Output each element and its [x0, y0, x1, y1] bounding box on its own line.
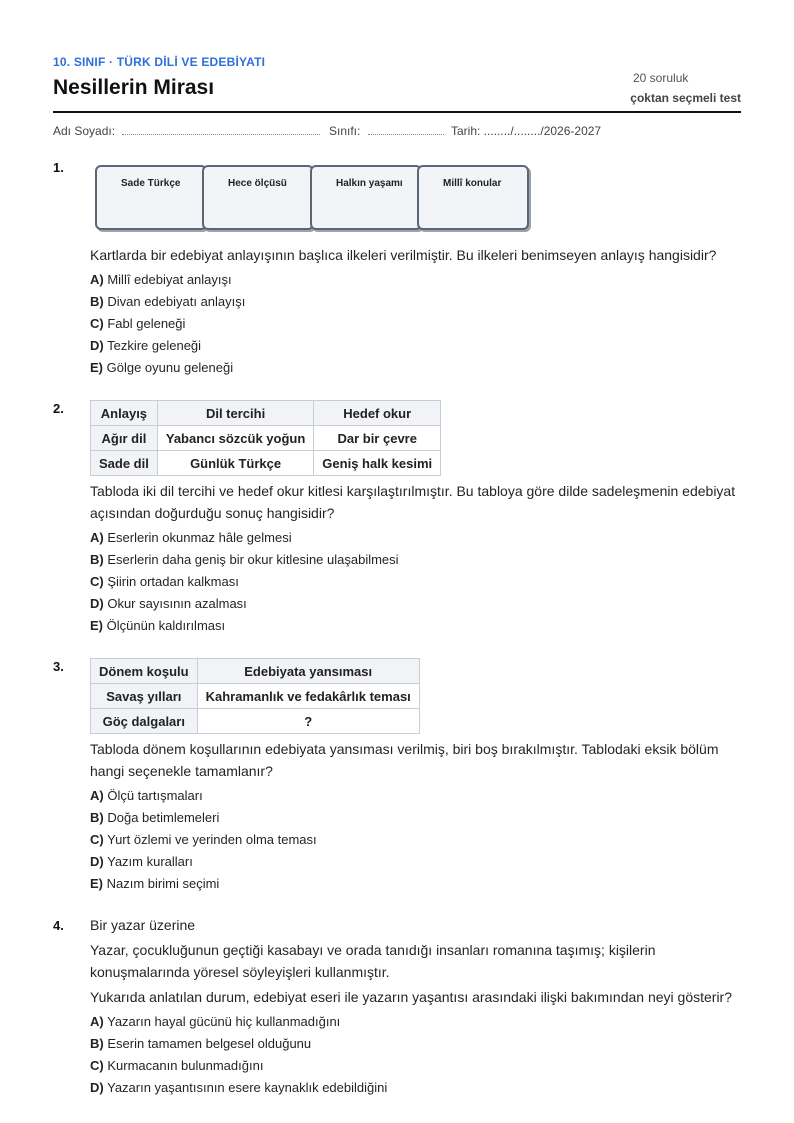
- table-cell: Geniş halk kesimi: [314, 451, 441, 476]
- comparison-table: [90, 400, 441, 476]
- option-a[interactable]: A) Eserlerin okunmaz hâle gelmesi: [90, 530, 292, 545]
- options-list: [90, 785, 750, 895]
- card-label: Hece ölçüsü: [228, 178, 287, 189]
- table-cell: Ağır dil: [91, 426, 158, 451]
- period-table: [90, 658, 420, 734]
- question-number: 4.: [53, 918, 64, 933]
- question-2: [90, 400, 750, 637]
- date-field[interactable]: [451, 124, 601, 138]
- card-label: Halkın yaşamı: [336, 178, 403, 189]
- question-intro: Bir yazar üzerine: [90, 917, 196, 933]
- option-c[interactable]: C) Kurmacanın bulunmadığını: [90, 1058, 264, 1073]
- date-value: ......../......../2026-2027: [483, 124, 602, 138]
- question-number: 3.: [53, 659, 64, 674]
- option-b[interactable]: B) Eserin tamamen belgesel olduğunu: [90, 1036, 312, 1051]
- subject-label: 10. SINIF · TÜRK DİLİ VE EDEBİYATI: [53, 55, 266, 69]
- table-row: [91, 709, 420, 734]
- options-list: [90, 527, 750, 637]
- question-stem: Kartlarda bir edebiyat anlayışının başlıca ilkeleri verilmiştir. Bu ilkeleri benimseyen anlayış hangisidir?: [90, 247, 717, 263]
- table-cell: Sade dil: [91, 451, 158, 476]
- option-a[interactable]: A) Yazarın hayal gücünü hiç kullanmadığını: [90, 1014, 341, 1029]
- table-header-cell: Hedef okur: [314, 401, 441, 426]
- options-list: [90, 269, 750, 379]
- card: [202, 165, 314, 230]
- option-d[interactable]: D) Yazarın yaşantısının esere kaynaklık edebildiğini: [90, 1080, 388, 1095]
- option-b[interactable]: B) Eserlerin daha geniş bir okur kitlesine ulaşabilmesi: [90, 552, 399, 567]
- test-type: çoktan seçmeli test: [630, 91, 741, 105]
- card: [417, 165, 529, 230]
- options-list: [90, 1011, 750, 1099]
- question-4: [90, 914, 750, 1099]
- table-cell: Yabancı sözcük yoğun: [157, 426, 313, 451]
- table-row: [91, 684, 420, 709]
- option-d[interactable]: D) Yazım kuralları: [90, 854, 193, 869]
- table-cell: Göç dalgaları: [91, 709, 198, 734]
- table-cell: Savaş yılları: [91, 684, 198, 709]
- question-number: 2.: [53, 401, 64, 416]
- name-label: Adı Soyadı:: [53, 124, 116, 138]
- table-header-row: [91, 659, 420, 684]
- option-c[interactable]: C) Yurt özlemi ve yerinden olma teması: [90, 832, 317, 847]
- option-e[interactable]: E) Ölçünün kaldırılması: [90, 618, 226, 633]
- table-cell: Dar bir çevre: [314, 426, 441, 451]
- option-a[interactable]: A) Ölçü tartışmaları: [90, 788, 203, 803]
- option-d[interactable]: D) Okur sayısının azalması: [90, 596, 247, 611]
- question-number: 1.: [53, 160, 64, 175]
- card: [95, 165, 207, 230]
- page-title: Nesillerin Mirası: [53, 76, 215, 99]
- question-count: 20 soruluk: [633, 71, 689, 85]
- table-row: [91, 451, 441, 476]
- table-cell: Kahramanlık ve fedakârlık teması: [197, 684, 419, 709]
- option-b[interactable]: B) Divan edebiyatı anlayışı: [90, 294, 246, 309]
- table-header-cell: Dönem koşulu: [91, 659, 198, 684]
- question-stem: Tabloda dönem koşullarının edebiyata yansıması verilmiş, biri boş bırakılmıştır. Tablodaki eksik bölüm hangi seçenekle tamamlanır?: [90, 741, 719, 779]
- card: [310, 165, 422, 230]
- class-blank[interactable]: [368, 125, 444, 135]
- option-a[interactable]: A) Millî edebiyat anlayışı: [90, 272, 232, 287]
- question-stem: Tabloda iki dil tercihi ve hedef okur kitlesi karşılaştırılmıştır. Bu tabloya göre dilde sadeleşmenin edebiyat açısından doğurduğu sonuç hangisidir?: [90, 483, 736, 521]
- table-header-cell: Edebiyata yansıması: [197, 659, 419, 684]
- class-field[interactable]: [329, 124, 444, 138]
- table-cell: Günlük Türkçe: [157, 451, 313, 476]
- card-label: Millî konular: [443, 178, 502, 189]
- name-field[interactable]: [53, 124, 320, 138]
- option-c[interactable]: C) Fabl geleneği: [90, 316, 186, 331]
- option-d[interactable]: D) Tezkire geleneği: [90, 338, 202, 353]
- question-1: [90, 165, 750, 379]
- header-rule: [53, 111, 741, 113]
- table-row: [91, 426, 441, 451]
- table-header-cell: Anlayış: [91, 401, 158, 426]
- card-label: Sade Türkçe: [121, 178, 181, 189]
- table-header-cell: Dil tercihi: [157, 401, 313, 426]
- date-label: Tarih:: [451, 124, 481, 138]
- option-b[interactable]: B) Doğa betimlemeleri: [90, 810, 220, 825]
- table-header-row: [91, 401, 441, 426]
- question-stem: Yukarıda anlatılan durum, edebiyat eseri ile yazarın yaşantısı arasındaki ilişki bakımından neyi gösterir?: [90, 989, 733, 1005]
- principle-cards: [90, 165, 530, 233]
- table-cell: ?: [197, 709, 419, 734]
- option-c[interactable]: C) Şiirin ortadan kalkması: [90, 574, 239, 589]
- class-label: Sınıfı:: [329, 124, 361, 138]
- name-blank[interactable]: [122, 125, 320, 135]
- test-meta: [601, 71, 741, 105]
- question-3: [90, 658, 750, 895]
- option-e[interactable]: E) Gölge oyunu geleneği: [90, 360, 234, 375]
- student-fields: [53, 124, 753, 140]
- question-passage: Yazar, çocukluğunun geçtiği kasabayı ve orada tanıdığı insanları romanına taşımış; kişilerin konuşmalarında yöresel söyleyişleri kullanmıştır.: [90, 942, 656, 980]
- option-e[interactable]: E) Nazım birimi seçimi: [90, 876, 220, 891]
